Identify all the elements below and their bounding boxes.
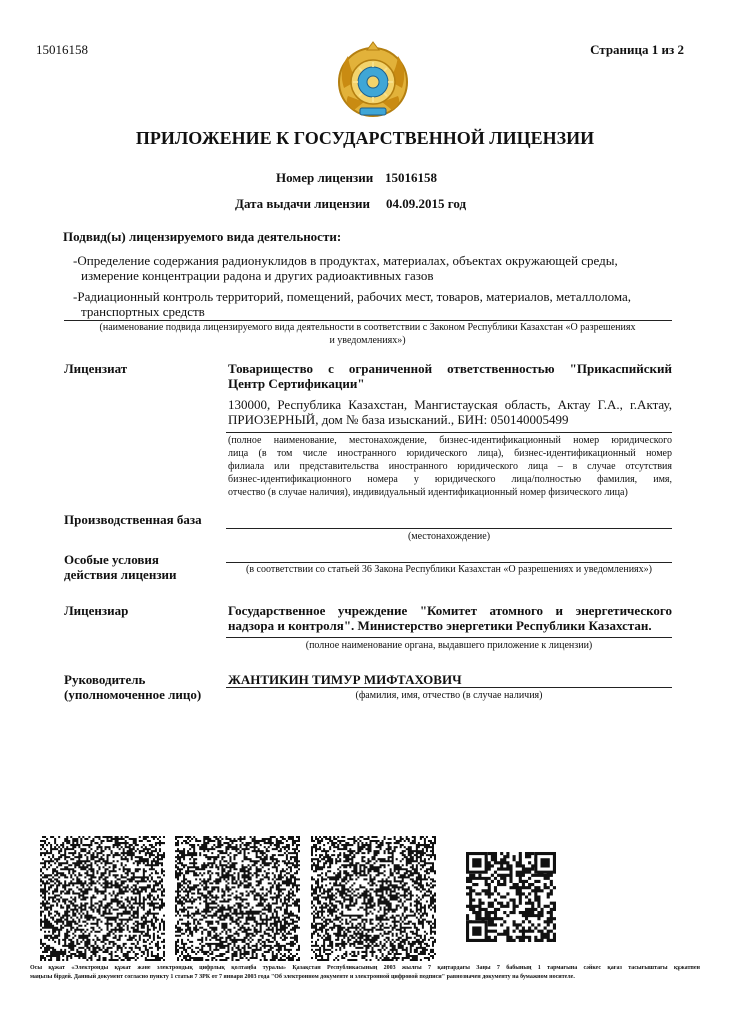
special-conditions-line [226,562,672,563]
note-line: и уведомлениях») [329,335,406,346]
document-number: 15016158 [36,42,88,57]
production-base-label: Производственная база [64,512,202,527]
subtype-item-line: измерение концентрации радона и других радиоактивных газов [81,268,434,283]
subtype-item-line: - Определение содержания радионуклидов в продуктах, материалах, объектах окружающей среды, [73,253,673,268]
licensee-name-line: Центр Сертификации" [228,376,365,391]
special-conditions-note: (в соответствии со статьей 36 Закона Республики Казахстан «О разрешениях и уведомлениях») [246,564,652,575]
license-date-value: 04.09.2015 год [386,196,467,211]
subtypes-heading: Подвид(ы) лицензируемого вида деятельности: [63,229,342,244]
note-line: отчество (в случае наличия), индивидуальный идентификационный номер физического лица) [228,487,628,498]
page-title: ПРИЛОЖЕНИЕ К ГОСУДАРСТВЕННОЙ ЛИЦЕНЗИИ [135,128,595,148]
note-line: лица (в том числе иностранного юридического лица), бизнес-идентификационный номер [228,448,672,459]
head-label [64,672,201,702]
page-indicator: Страница 1 из 2 [590,42,684,57]
head-note: (фамилия, имя, отчество (в случае наличия) [355,690,543,701]
footer-line: Осы құжат «Электронды құжат және электрондық цифрлық қолтаңба туралы» Қазақстан Республикасының 2003 жылғы 7 қаңтардағы Заңы 7 бабының 1 тармағына сәйкес қағаз тасығыштағы құжатпен [30,965,700,971]
licensee-address-line: ПРИОЗЕРНЫЙ, дом № база изысканий., БИН: 050140005499 [228,412,569,427]
barcode-1 [40,836,165,961]
divider [226,432,672,433]
licensee-label: Лицензиат [64,361,128,376]
subtype-item [73,289,673,319]
qr-code [466,852,556,942]
state-emblem [334,40,412,118]
production-base-line [226,528,672,529]
licensor-line: Государственное учреждение "Комитет атомного и энергетического [228,603,672,618]
subtypes-note [60,321,675,347]
label-line: (уполномоченное лицо) [64,687,202,702]
licensee-address-line: 130000, Республика Казахстан, Мангистауская область, Актау Г.А., г.Актау, [228,397,672,412]
note-line: (наименование подвида лицензируемого вида деятельности в соответствии с Законом Республики Казахстан «О разрешениях [99,322,636,333]
licensee-note [228,434,672,499]
footer-line: маңызы бірдей. Данный документ согласно пункту 1 статьи 7 ЗРК от 7 января 2003 года "Об электронном документе и электронной цифровой подписи" равнозначен документу на бумажном носителе. [30,974,575,980]
licensee-name [228,361,672,391]
licensor-note: (полное наименование органа, выдавшего приложение к лицензии) [305,640,593,651]
head-name: ЖАНТИКИН ТИМУР МИФТАХОВИЧ [228,672,462,687]
note-line: филиала или представительства иностранного юридического лица – в случае отсутствия [228,461,672,472]
label-line: Особые условия [64,552,159,567]
special-conditions-label [64,552,177,582]
label-line: Руководитель [64,672,146,687]
licensor-label: Лицензиар [64,603,129,618]
note-line: (полное наименование, местонахождение, бизнес-идентификационный номер юридического [228,435,672,446]
barcode-3 [311,836,436,961]
note-line: бизнес-идентификационного номера у юридического лица/полностью фамилия, имя, [228,474,672,485]
licensee-name-line: Товарищество с ограниченной ответственностью "Прикаспийский [228,361,672,376]
divider [226,687,672,688]
divider [226,637,672,638]
license-number-label: Номер лицензии [276,170,374,185]
license-number-value: 15016158 [385,170,437,185]
label-line: действия лицензии [64,567,177,582]
footer-legal [30,964,700,982]
production-base-note: (местонахождение) [407,531,491,542]
license-date-label: Дата выдачи лицензии [235,196,370,211]
licensor-name [228,603,672,633]
licensee-address [228,397,672,427]
subtype-item [73,253,673,283]
licensor-line: надзора и контроля". Министерство энергетики Республики Казахстан. [228,618,652,633]
barcode-2 [175,836,300,961]
subtype-item-line: - Радиационный контроль территорий, помещений, рабочих мест, товаров, материалов, металлолома, [73,289,673,304]
subtype-item-line: транспортных средств [81,304,205,319]
